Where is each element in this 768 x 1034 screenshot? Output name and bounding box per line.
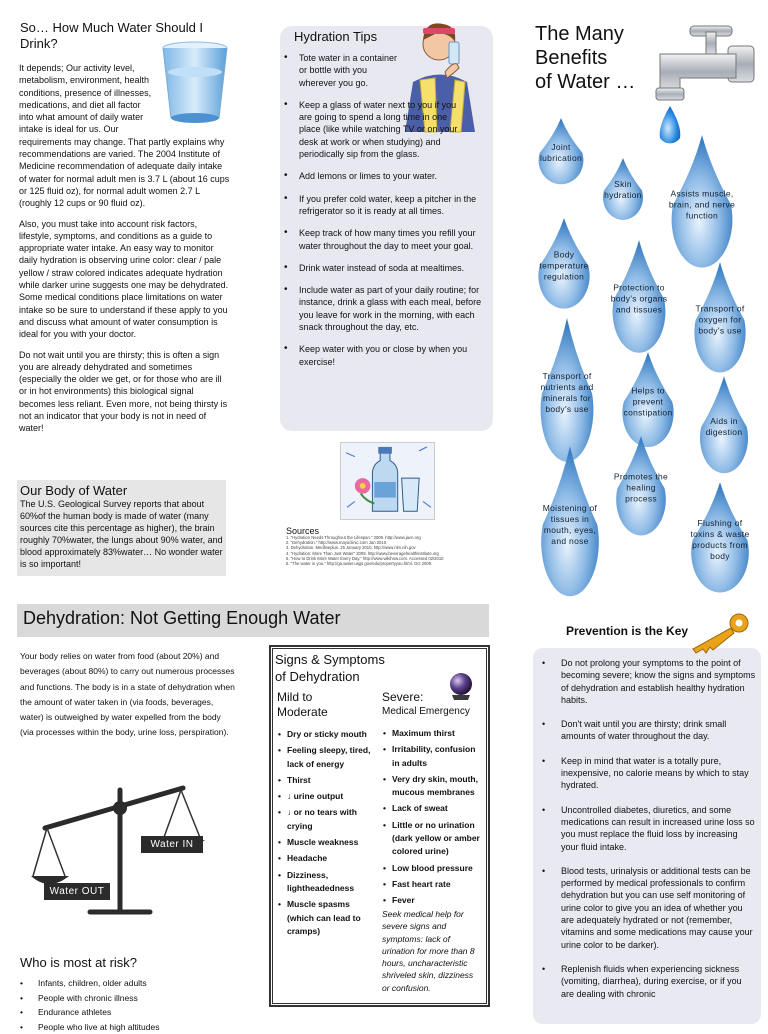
paragraph-2: Also, you must take into account risk factors, lifestyle, symptoms, and conditions as a guide to appropriate water intake. An easy way to monitor daily hydration is observing urine color: clear / pale yellow / straw colored indicates adequate hydration while darker urine suggests one may be dehydrated. Some medical conditions place limitations on water intake so be sure to understand if these apply to you and discuss what amount of water consumption is ideal for you with your doctor.: [19, 218, 231, 341]
our-body-of-water-text: The U.S. Geological Survey reports that about 60%of the human body is made of water (many sources cite this percentage as higher), the brain roughly 70%water, the lungs about 90% water, and blood approximately 83%water… No wonder water is so important!: [20, 498, 223, 570]
mild-heading-line: Mild to: [277, 690, 328, 705]
symptom-item: • Very dry skin, mouth, mucous membranes: [383, 773, 483, 800]
our-body-of-water-box: [17, 480, 226, 576]
mild-heading-line: Moderate: [277, 705, 328, 720]
hydration-tips-title: Hydration Tips: [294, 29, 377, 44]
dehydration-body: Your body relies on water from food (about 20%) and beverages (about 80%) to carry out numerous processes and functions. The body is in a state of dehydration when the amount of water taken in (via foods, beverages, water) is outweighed by water expelled from the body (via processes within the body, urine loss, perspiration).: [20, 649, 235, 741]
paragraph-1: It depends; Our activity level, metabolism, environment, health conditions, presence of illnesses, medications, and diet all factor into what amount of daily water intake is ideal for us. Our requirements may change. That partly explains why recommendations are varied. The 2004 Institute of Medicine recommendation of adequate daily intake of water for normal adult men is 3.7 L (about 16 cups or 125 fluid oz), for normal adult women 2.7 L (roughly 12 cups or 90 fluid oz).: [19, 62, 231, 210]
signs-title-line: of Dehydration: [275, 668, 385, 685]
symptom-item: • Little or no urination (dark yellow or amber colored urine): [383, 819, 483, 859]
symptom-item: • Fever: [383, 894, 483, 907]
source-item: 3. Dehydration. Medlineplus. 25 January 2010. http://www.nlm.nih.gov: [286, 545, 491, 550]
severe-symptoms-list: [383, 727, 483, 911]
source-item: 5. "How to Drink More Water Every Day." http://www.wikihow.com. Accessed 02/2010: [286, 556, 491, 561]
key-icon: [683, 611, 753, 656]
benefit-label: Promotes the healing process: [612, 472, 670, 505]
paragraph-3: Do not wait until you are thirsty; this is often a sign you are already dehydrated and sometimes (especially the older we get, or for those who are ill or in hot environments) this biological signal becomes less reliant. Even more, not being thirsty is not an indicator that your body is not in need of water!: [19, 349, 231, 435]
symptom-item: • ↓ or no tears with crying: [278, 806, 378, 833]
tip-item: • If you prefer cold water, keep a pitcher in the refrigerator so it is ready at all times.: [282, 193, 492, 218]
benefit-label: Helps to prevent constipation: [618, 385, 678, 418]
how-much-water-body: [19, 62, 231, 443]
symptom-item: • Dry or sticky mouth: [278, 728, 378, 741]
prevention-list: [540, 657, 756, 1012]
prevention-item: • Do not prolong your symptoms to the point of becoming severe; know the signs and symptoms of dehydration and establish healthy hydration habits.: [540, 657, 756, 706]
benefit-label: Moistening of tissues in mouth, eyes, and nose: [536, 503, 604, 547]
benefit-label: Protection to body's organs and tissues: [608, 283, 670, 316]
benefit-label: Joint lubrication: [535, 142, 587, 164]
benefit-label: Body temperature regulation: [534, 249, 594, 282]
water-bottle-clipart: [340, 442, 435, 520]
symptom-item: • Thirst: [278, 774, 378, 787]
prevention-item: • Blood tests, urinalysis or additional tests can be performed by medical professionals to confirm dehydration but you can use self monitoring of urine color to give you an idea of whether you are adequately hydrated or not (remember, vitamins and some medications may cause your urine color to be darker).: [540, 865, 756, 951]
symptom-item: • Dizziness, lightheadedness: [278, 869, 378, 896]
tip-item: • Keep track of how many times you refill your water throughout the day to meet your goal.: [282, 227, 492, 252]
water-out-label: Water OUT: [44, 883, 110, 900]
benefits-title-line: Benefits: [535, 46, 635, 70]
symptom-item: • Muscle weakness: [278, 836, 378, 849]
tip-item: • Add lemons or limes to your water.: [282, 170, 492, 182]
section-title-how-much-water: So… How Much Water Should I Drink?: [20, 20, 235, 52]
symptom-item: • Irritability, confusion in adults: [383, 743, 483, 770]
prevention-item: • Don't wait until you are thirsty; drink small amounts of water throughout the day.: [540, 718, 756, 743]
hydration-tips-list: [282, 52, 492, 378]
risk-list: [20, 976, 235, 1034]
benefits-title-line: The Many: [535, 22, 635, 46]
prevention-item: • Keep in mind that water is a totally pure, inexpensive, no calorie means by which to stay hydrated.: [540, 755, 756, 792]
signs-symptoms-title: [275, 651, 385, 685]
symptom-item: • Headache: [278, 852, 378, 865]
benefits-title: [535, 22, 635, 94]
benefit-label: Flushing of toxins & waste products from body: [686, 518, 754, 562]
benefit-label: Aids in digestion: [696, 416, 752, 438]
risk-title: Who is most at risk?: [20, 955, 137, 971]
symptom-item: • Lack of sweat: [383, 802, 483, 815]
symptom-item: • Fast heart rate: [383, 878, 483, 891]
prevention-title: Prevention is the Key: [566, 624, 688, 638]
benefit-label: Assists muscle, brain, and nerve function: [666, 188, 738, 221]
symptom-item: • Maximum thirst: [383, 727, 483, 740]
our-body-of-water-title: Our Body of Water: [20, 483, 223, 498]
prevention-item: • Replenish fluids when experiencing sickness (vomiting, diarrhea), during exercise, or if you are dealing with chronic: [540, 963, 756, 1000]
source-item: 4. "Hydration: More Than Just Water" 2009. http://www.beveragehealthinstitute.org: [286, 551, 491, 556]
tip-item: • Drink water instead of soda at mealtimes.: [282, 262, 492, 274]
signs-title-line: Signs & Symptoms: [275, 651, 385, 668]
severe-heading: Severe:: [382, 690, 423, 705]
crystal-ball-icon: [446, 671, 476, 701]
prevention-item: • Uncontrolled diabetes, diuretics, and some medications can result in increased urine loss so you must replace the fluid loss by increasing your fluid intake.: [540, 804, 756, 853]
mild-moderate-heading: [277, 690, 328, 720]
risk-item: • Endurance athletes: [20, 1005, 235, 1020]
water-in-label: Water IN: [141, 836, 203, 853]
risk-item: • People who live at high altitudes: [20, 1020, 235, 1034]
benefits-title-line: of Water …: [535, 70, 635, 94]
symptom-item: • ↓ urine output: [278, 790, 378, 803]
source-item: 2. "Dehydration." http://www.mayoclinic.com Jan 2010.: [286, 540, 491, 545]
sources-title: Sources: [286, 526, 319, 536]
source-item: 1. "Hydration Needs Throughout the Lifespan." 2009. http://www.jacn.org: [286, 535, 491, 540]
severe-subheading: Medical Emergency: [382, 706, 470, 717]
benefit-label: Skin hydration: [600, 179, 646, 201]
dehydration-banner-title: Dehydration: Not Getting Enough Water: [23, 606, 341, 630]
source-item: 6. "The water in you." http://ga.water.usgs.gov/edu/propertyyou.html. Oct 2009.: [286, 561, 491, 566]
benefit-label: Transport of oxygen for body's use: [690, 304, 750, 337]
seek-medical-help-note: Seek medical help for severe signs and symptoms: lack of urination for more than 8 hours, uncharacteristic shriveled skin, dizziness or confusion.: [382, 908, 482, 994]
tip-item: • Include water as part of your daily routine; for instance, drink a glass with each meal, before you leave for work in the morning, with each snack throughout the day, etc.: [282, 284, 492, 333]
risk-item: • Infants, children, older adults: [20, 976, 235, 991]
benefit-label: Transport of nutrients and minerals for body's use: [536, 371, 598, 415]
symptom-item: • Feeling sleepy, tired, lack of energy: [278, 744, 378, 771]
tip-item: • Keep water with you or close by when you exercise!: [282, 343, 492, 368]
symptom-item: • Muscle spasms (which can lead to cramps): [278, 898, 378, 938]
mild-symptoms-list: [278, 728, 378, 941]
symptom-item: • Low blood pressure: [383, 862, 483, 875]
tip-item: • Keep a glass of water next to you if you are going to spend a long time in one place (like while watching TV or on your desk at work or when studying) and periodically sip from the glass.: [282, 99, 462, 160]
tip-item: • Tote water in a container or bottle with you wherever you go.: [282, 52, 402, 89]
risk-item: • People with chronic illness: [20, 991, 235, 1006]
sources-list: [286, 535, 491, 566]
